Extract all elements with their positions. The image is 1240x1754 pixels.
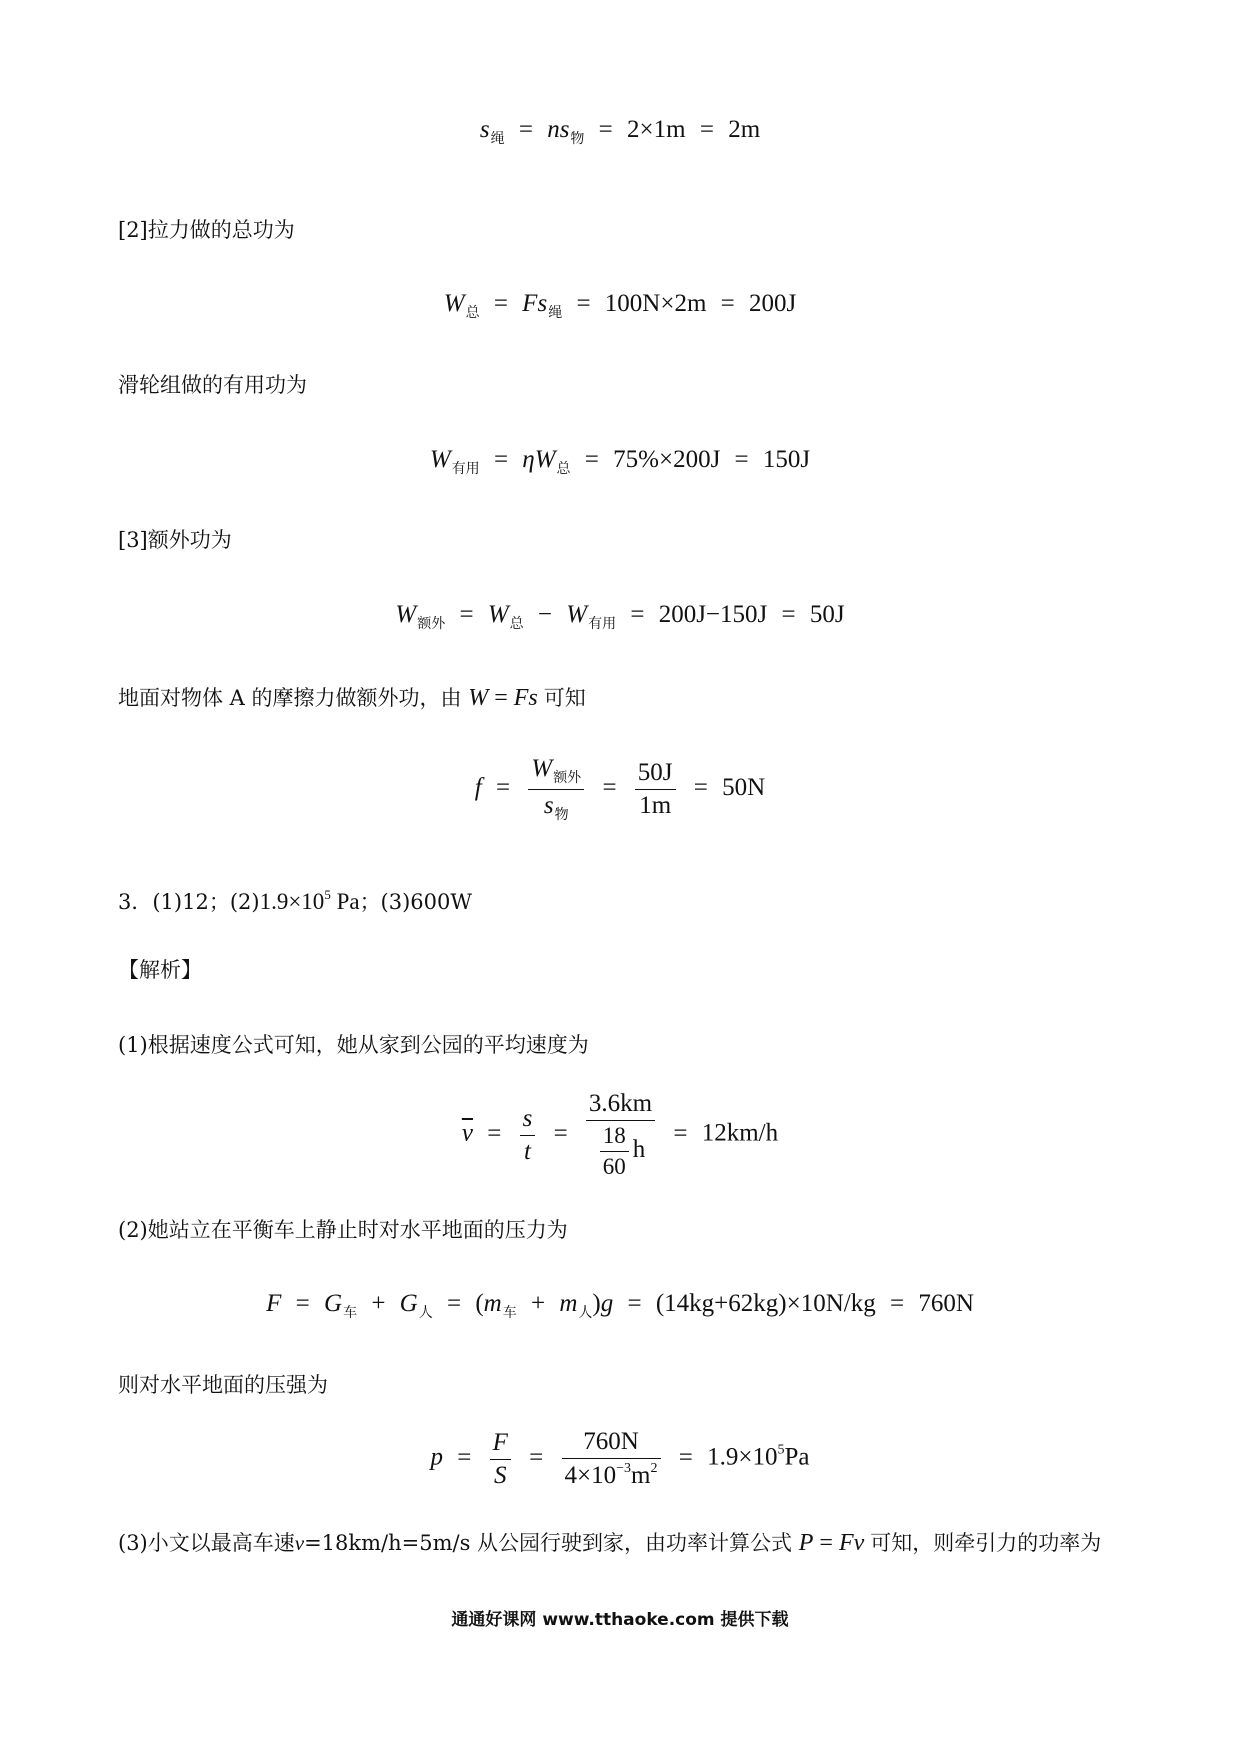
var-F: F (490, 1429, 511, 1460)
exponent: 2 (650, 1461, 658, 1476)
equals-sign: = (627, 1290, 642, 1317)
fraction (586, 1090, 655, 1180)
text: 可知，则牵引力的功率为 (870, 1531, 1102, 1555)
equals-sign: = (518, 116, 533, 143)
fraction (490, 1429, 511, 1490)
equals-sign: = (889, 1290, 905, 1317)
var-v: v (294, 1531, 305, 1555)
paragraph-total-work: [2]拉力做的总功为 (118, 218, 295, 242)
equation-speed (0, 1090, 1240, 1180)
paragraph-useful-work: 滑轮组做的有用功为 (118, 373, 307, 397)
plus-sign: + (371, 1290, 386, 1317)
fraction (600, 1123, 629, 1180)
equals-sign: = (459, 601, 474, 628)
equals-sign: = (693, 774, 708, 802)
product: 75%×200J (613, 446, 721, 473)
product: 100N×2m (604, 290, 707, 317)
equals-sign: = (576, 290, 591, 317)
unit: Pa (336, 889, 360, 914)
result: 760N (918, 1290, 974, 1317)
exponent: 5 (324, 887, 331, 902)
equation-extra-work (0, 601, 1240, 633)
sub-person: 人 (578, 1305, 593, 1321)
var-W: W (531, 755, 553, 782)
equals-sign: = (487, 1119, 502, 1147)
sub-extra: 额外 (417, 616, 446, 632)
paren: ) (592, 1290, 601, 1317)
var-G: G (399, 1290, 418, 1317)
text: 可知 (543, 686, 586, 710)
var-W: W (566, 601, 588, 628)
pressure-value: 1.9×10 (259, 889, 325, 914)
equals-sign: = (584, 446, 599, 473)
denominator (562, 1459, 661, 1490)
sub-total: 总 (556, 461, 571, 477)
var-v-mean: $\overline{v}$ (461, 1119, 473, 1147)
difference: 200J−150J (658, 601, 768, 628)
answer-3 (118, 880, 472, 917)
exponent: −3 (616, 1461, 632, 1476)
sub-rope: 绳 (548, 305, 563, 321)
minus-sign: − (537, 601, 553, 628)
text: 3．(1)12；(2) (118, 890, 260, 914)
var-Fv: Fv (838, 1530, 865, 1556)
var-s: s (543, 792, 554, 819)
var-g: g (600, 1290, 614, 1317)
equals-sign: = (630, 601, 645, 628)
var-F: F (266, 1290, 282, 1317)
analysis-heading: 【解析】 (118, 958, 202, 982)
equals-sign: = (493, 446, 509, 473)
var-Fs: Fs (513, 685, 538, 711)
fraction (528, 755, 584, 824)
paragraph-pressure: 则对水平地面的压强为 (118, 1373, 328, 1397)
paragraph-power (118, 1528, 1101, 1558)
var-t: t (523, 1137, 531, 1165)
sub-vehicle: 车 (502, 1305, 517, 1321)
paragraph-speed: (1)根据速度公式可知，她从家到公园的平均速度为 (118, 1033, 589, 1057)
unit: Pa (784, 1443, 810, 1471)
page-footer: 通通好课网 www.tthaoke.com 提供下载 (451, 1610, 789, 1630)
var-P: P (798, 1530, 814, 1556)
sub-rope: 绳 (490, 131, 505, 147)
result: 50N (722, 774, 766, 802)
numerator: 50J (635, 759, 676, 790)
result: 50J (809, 601, 845, 628)
fraction (635, 759, 676, 820)
numerator: 760N (562, 1428, 661, 1459)
equals-sign: = (494, 685, 508, 711)
plus-sign: + (530, 1290, 546, 1317)
paren: ( (475, 1290, 484, 1317)
result: 2m (728, 116, 761, 143)
fraction (562, 1428, 661, 1490)
sub-object: 物 (570, 131, 585, 147)
paragraph-pressure-force: (2)她站立在平衡车上静止时对水平地面的压力为 (118, 1218, 568, 1242)
var-s: s (537, 290, 548, 317)
equals-sign: = (529, 1443, 544, 1471)
equals-sign: = (493, 290, 508, 317)
var-f: f (474, 774, 482, 802)
text: 地面对物体 A 的摩擦力做额外功，由 (118, 686, 462, 710)
numerator: 18 (600, 1123, 629, 1152)
sub-person: 人 (418, 1305, 433, 1321)
equals-sign: = (781, 601, 796, 628)
exponent: 5 (777, 1442, 785, 1458)
denominator: 60 (602, 1154, 626, 1179)
denominator (586, 1121, 655, 1180)
equals-sign: = (446, 1290, 462, 1317)
sub-total: 总 (465, 305, 480, 321)
var-m: m (483, 1290, 502, 1317)
text: ；(3)600W (359, 890, 472, 914)
denominator: 1m (639, 792, 672, 819)
var-S: S (494, 1461, 507, 1489)
paragraph-extra-work: [3]额外功为 (118, 528, 232, 552)
sub-vehicle: 车 (343, 1305, 358, 1321)
var-s: s (520, 1105, 536, 1136)
equals-sign: = (819, 1530, 833, 1556)
sub-useful: 有用 (451, 461, 480, 477)
var-s: s (559, 116, 570, 143)
result: 150J (762, 446, 811, 473)
equation-force (0, 1290, 1240, 1322)
result: 12km/h (701, 1119, 779, 1147)
equals-sign: = (699, 116, 714, 143)
equation-total-work (0, 290, 1240, 322)
calculation: (14kg+62kg)×10N/kg (655, 1290, 876, 1317)
text: =18km/h=5m/s 从公园行驶到家，由功率计算公式 (304, 1531, 793, 1555)
unit: m (631, 1462, 651, 1489)
text: (3)小文以最高车速 (118, 1531, 295, 1555)
var-p: p (430, 1443, 444, 1471)
equals-sign: = (673, 1119, 688, 1147)
equals-sign: = (295, 1290, 310, 1317)
equation-friction (0, 755, 1240, 824)
equals-sign: = (496, 774, 511, 802)
product: 2×1m (627, 116, 686, 143)
var-W: W (487, 601, 509, 628)
equals-sign: = (553, 1119, 568, 1147)
equals-sign: = (598, 116, 613, 143)
var-W: W (395, 601, 417, 628)
equals-sign: = (734, 446, 749, 473)
equals-sign: = (678, 1443, 693, 1471)
var-F: F (522, 290, 538, 317)
equals-sign: = (457, 1443, 472, 1471)
unit: h (632, 1136, 646, 1164)
sub-extra: 额外 (553, 770, 582, 786)
var-m: m (559, 1290, 578, 1317)
var-G: G (324, 1290, 343, 1317)
equals-sign: = (602, 774, 617, 802)
paragraph-friction (118, 683, 586, 713)
var-eta: η (522, 446, 535, 473)
equals-sign: = (720, 290, 735, 317)
equation-pressure (0, 1428, 1240, 1490)
var-W: W (468, 685, 489, 711)
equation-useful-work (0, 446, 1240, 478)
coefficient: 4×10 (564, 1462, 617, 1489)
result: 1.9×10 (707, 1443, 778, 1471)
sub-total: 总 (509, 616, 524, 632)
result: 200J (749, 290, 797, 317)
sub-useful: 有用 (588, 616, 617, 632)
var-W: W (443, 290, 465, 317)
var-n: n (547, 116, 560, 143)
var-W: W (534, 446, 556, 473)
var-s: s (479, 116, 490, 143)
numerator: 3.6km (586, 1090, 655, 1121)
var-W: W (429, 446, 451, 473)
fraction (520, 1105, 536, 1166)
equation-rope-distance (0, 116, 1240, 148)
sub-object: 物 (554, 807, 569, 823)
